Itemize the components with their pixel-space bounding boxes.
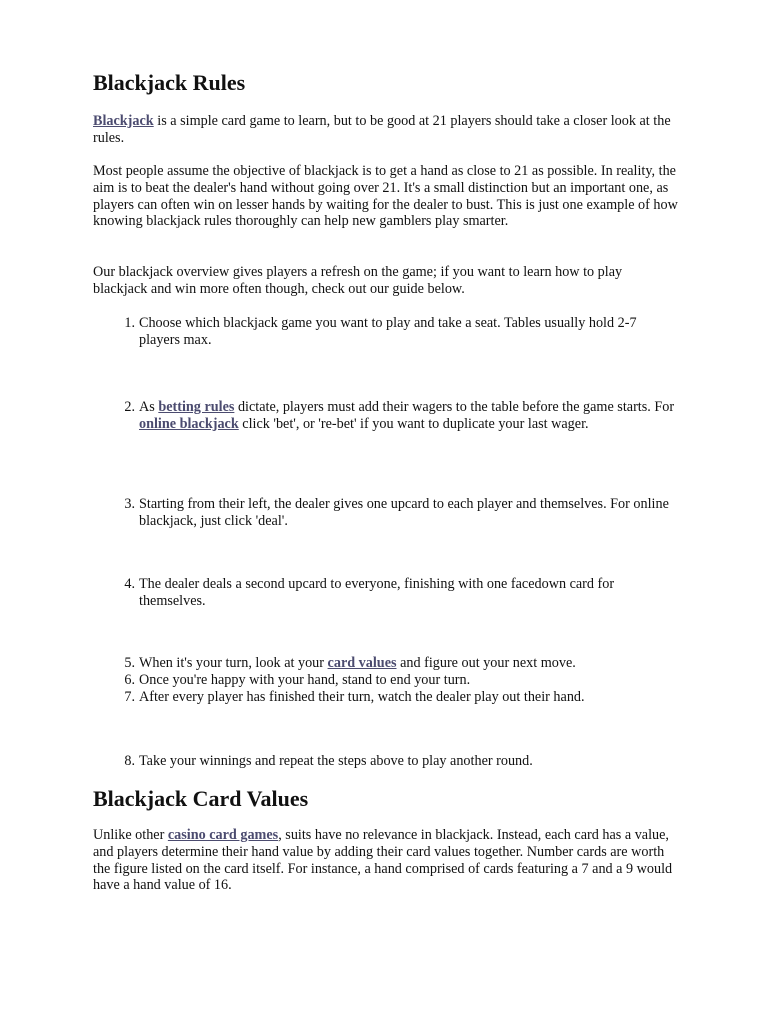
page-title: Blackjack Rules <box>93 70 246 95</box>
text-fragment: When it's your turn, look at your <box>139 655 328 671</box>
intro-text: is a simple card game to learn, but to be good at 21 players should take a closer look at the rules. <box>93 113 671 146</box>
list-number: 5. <box>124 655 135 671</box>
card-values-paragraph <box>93 827 678 894</box>
text-fragment: , suits have no relevance in blackjack. Instead, each card has a value, and players determine their hand value by adding their card values together. Number cards are worth the figure listed on the card itself. For instance, a hand comprised of cards featuring a 7 and a 9 would have a hand value of 16. <box>93 827 673 894</box>
text-fragment: and figure out your next move. <box>396 655 576 671</box>
intro-paragraph <box>93 113 678 147</box>
list-text: Take your winnings and repeat the steps above to play another round. <box>139 753 533 769</box>
objective-paragraph: Most people assume the objective of blackjack is to get a hand as close to 21 as possible. In reality, the aim is to beat the dealer's hand without going over 21. It's a small distinction but an important one, as players can often win on lesser hands by waiting for the dealer to bust. This is just one example of how knowing blackjack rules thoroughly can help new gamblers play smarter. <box>93 163 678 230</box>
card-values-link[interactable]: card values <box>327 655 397 671</box>
overview-paragraph: Our blackjack overview gives players a refresh on the game; if you want to learn how to play blackjack and win more often though, check out our guide below. <box>93 264 623 297</box>
list-text <box>139 399 679 433</box>
list-text: After every player has finished their turn, watch the dealer play out their hand. <box>139 689 585 705</box>
text-fragment: click 'bet', or 're-bet' if you want to duplicate your last wager. <box>238 415 589 432</box>
section-heading-card-values: Blackjack Card Values <box>93 786 309 811</box>
list-number: 4. <box>124 576 135 592</box>
list-text <box>139 655 679 672</box>
list-number: 6. <box>124 672 135 688</box>
betting-rules-link[interactable]: betting rules <box>158 399 235 415</box>
list-number: 3. <box>124 496 135 512</box>
text-fragment: dictate, players must add their wagers to the table before the game starts. For <box>234 399 675 415</box>
blackjack-link[interactable]: Blackjack <box>93 113 154 129</box>
list-text: Starting from their left, the dealer gives one upcard to each player and themselves. For online blackjack, just click 'deal'. <box>139 496 669 529</box>
list-text: Once you're happy with your hand, stand to end your turn. <box>139 672 471 688</box>
list-text: The dealer deals a second upcard to everyone, finishing with one facedown card for themselves. <box>139 576 615 609</box>
list-text: Choose which blackjack game you want to play and take a seat. Tables usually hold 2-7 players max. <box>139 315 637 348</box>
text-fragment: Unlike other <box>93 827 168 843</box>
text-fragment: As <box>139 399 159 415</box>
casino-card-games-link[interactable]: casino card games <box>167 827 279 843</box>
list-number: 7. <box>124 689 135 705</box>
list-number: 8. <box>124 753 135 769</box>
list-number: 2. <box>124 399 135 415</box>
list-number: 1. <box>124 315 135 331</box>
online-blackjack-link[interactable]: online blackjack <box>139 415 239 432</box>
